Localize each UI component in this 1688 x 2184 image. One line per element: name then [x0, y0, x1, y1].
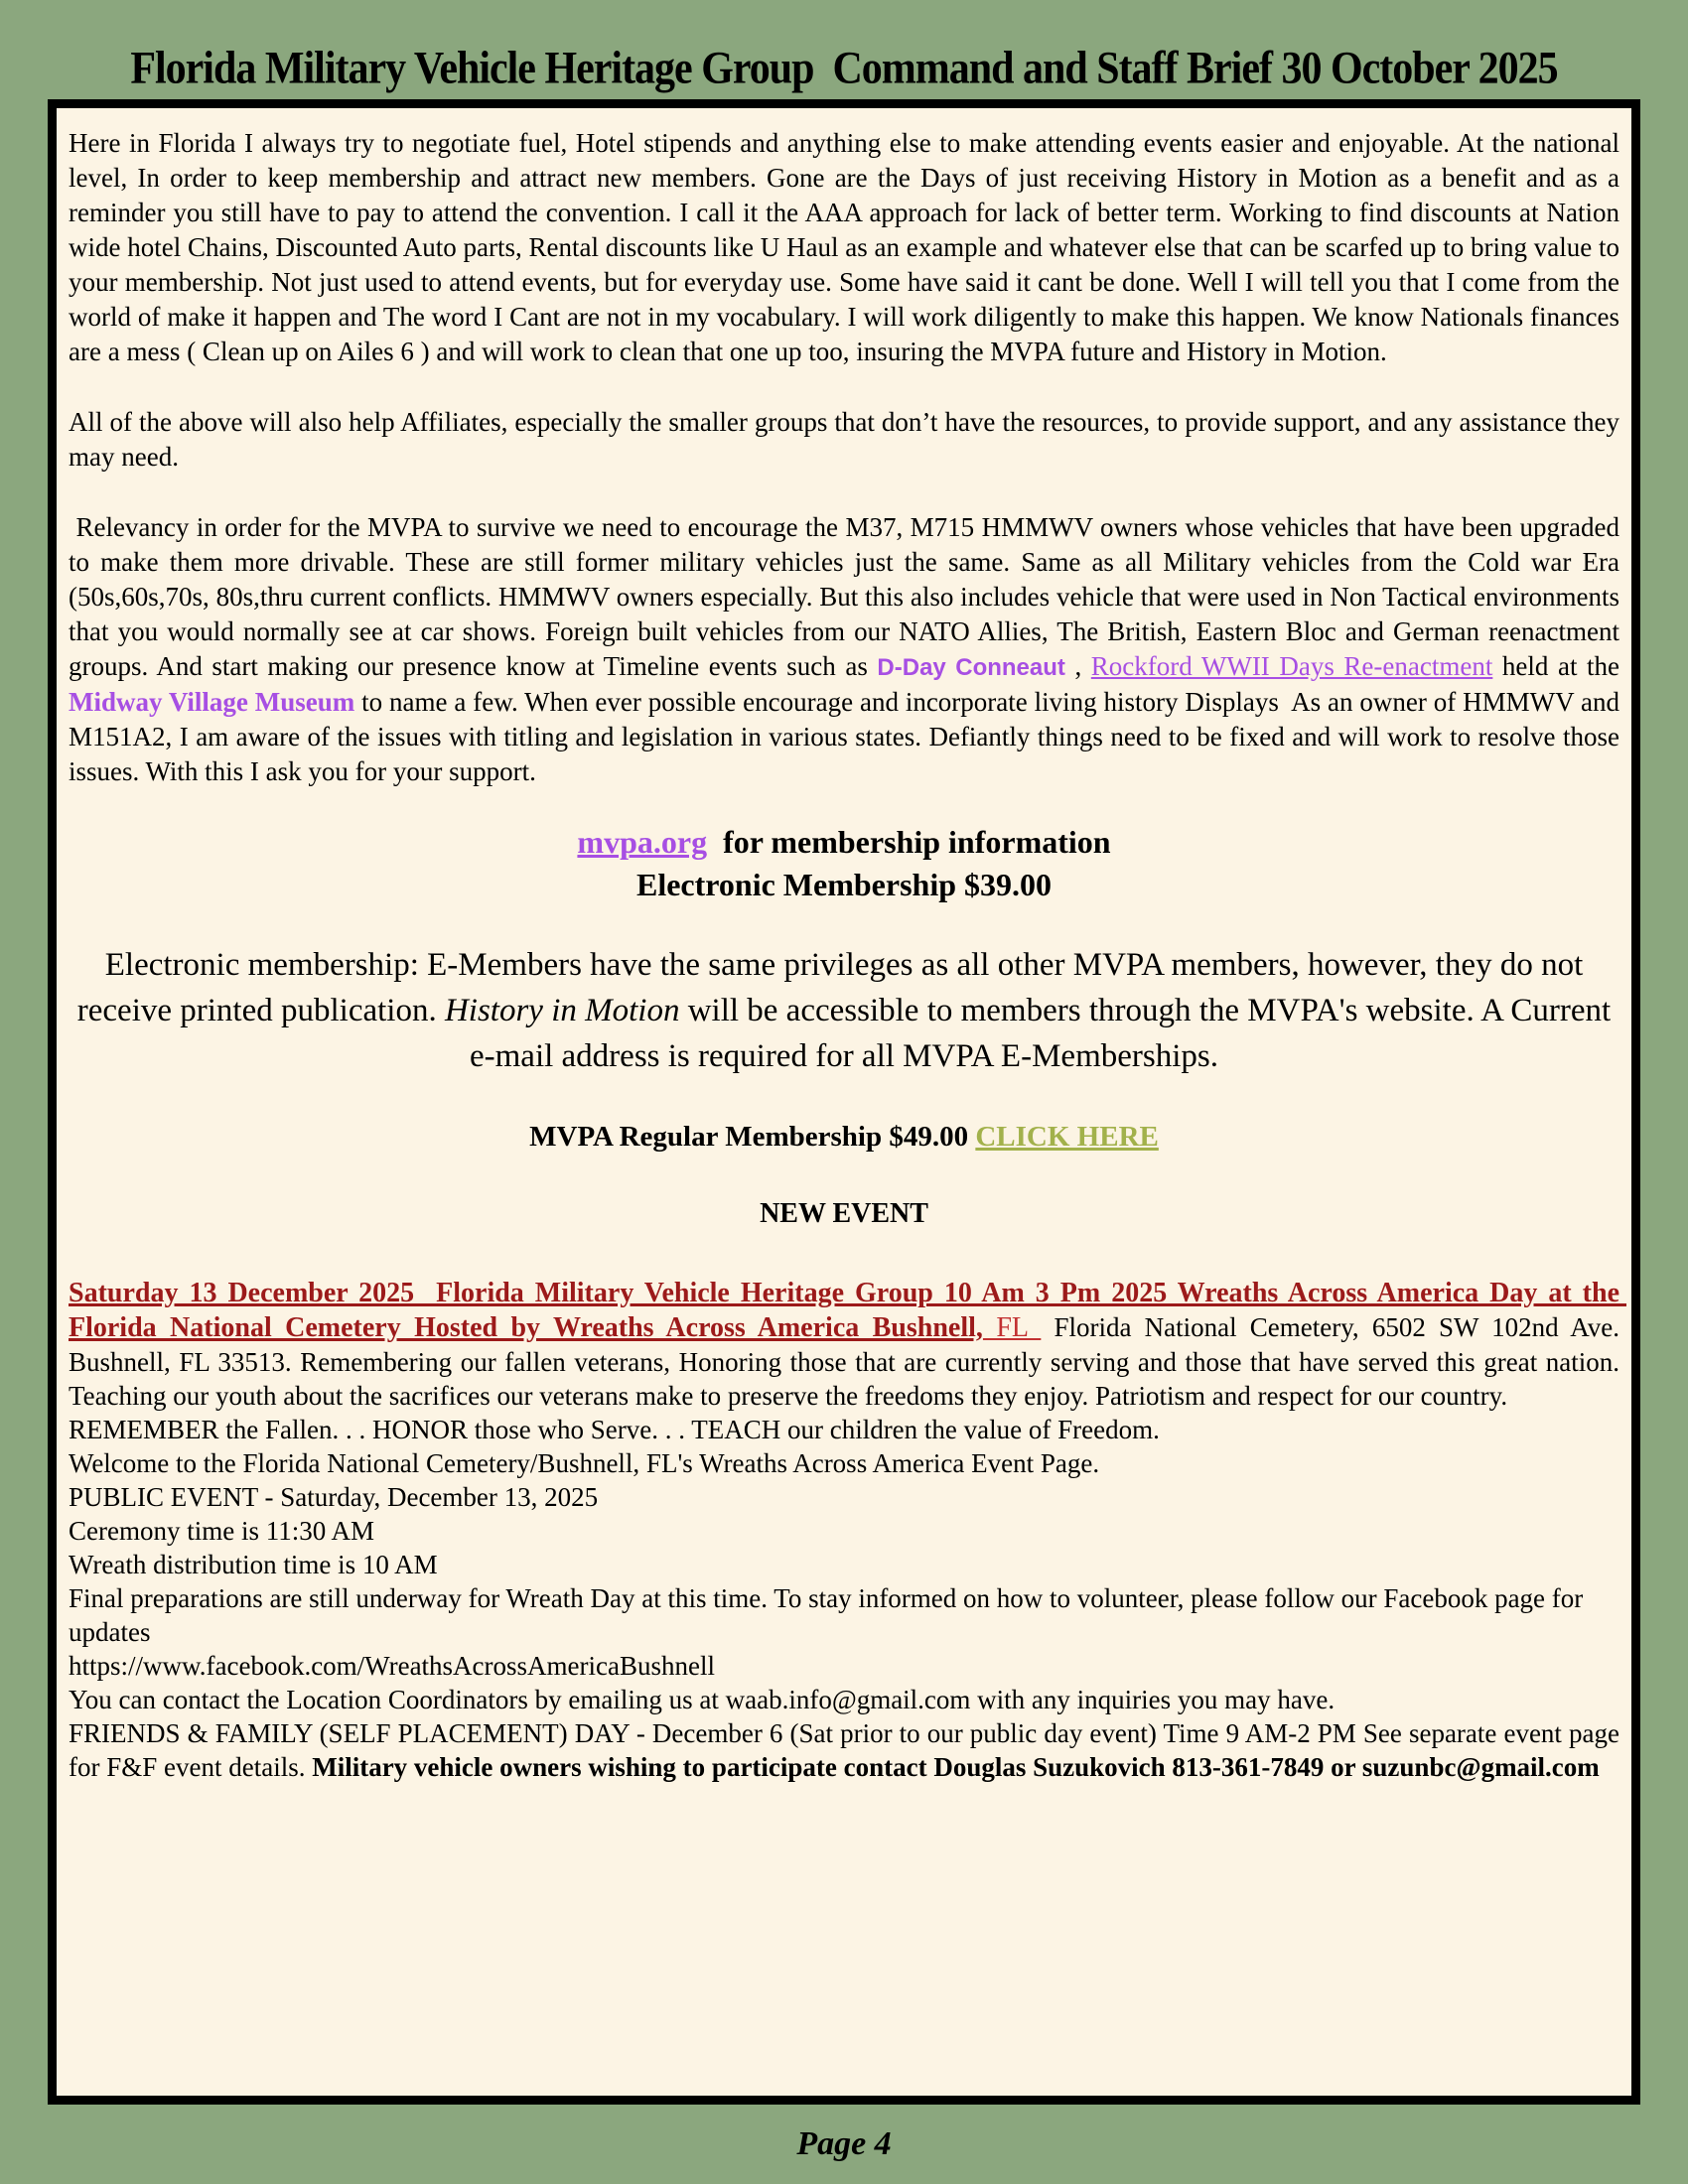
rockford-wwii-days-link[interactable]: Rockford WWII Days Re-enactment [1090, 651, 1493, 681]
page-title: Florida Military Vehicle Heritage Group Command and Staff Brief 30 October 2025 [130, 43, 1558, 94]
event-line-ceremony-time: Ceremony time is 11:30 AM [69, 1516, 374, 1546]
event-line-remember: REMEMBER the Fallen. . . HONOR those who Serve. . . TEACH our children the value of Freedom. [69, 1415, 1160, 1444]
content-box [48, 99, 1640, 2105]
friends-family-contact-bold: Military vehicle owners wishing to participate contact Douglas Suzukovich 813-361-7849 or suzunbc@gmail.com [312, 1752, 1600, 1782]
page-header [0, 0, 1688, 99]
friends-family-text: FRIENDS & FAMILY (SELF PLACEMENT) DAY - December 6 (Sat prior to our public day event) Time 9 AM-2 PM See separate event page for F&F event details. [69, 1718, 1626, 1782]
wreaths-across-america-event-link[interactable]: Saturday 13 December 2025 Florida Military Vehicle Heritage Group 10 Am 3 Pm 2025 Wreaths Across America Day at the Florida National Cemetery Hosted by Wreaths Across America Bushnell, [69, 1278, 1626, 1343]
relevancy-text-mid: held at the [1492, 651, 1626, 681]
event-intro-text: Florida National Cemetery, 6502 SW 102nd Ave. Bushnell, FL 33513. Remembering our fallen veterans, Honoring those that are currently serving and those that have served this great nation. Teaching our youth about the sacrifices our veterans make to preserve the freedoms they enjoy. Patriotism and respect for our country. [69, 1312, 1626, 1411]
event-line-contact: You can contact the Location Coordinators by emailing us at waab.info@gmail.com with any inquiries you may have. [69, 1685, 1336, 1714]
friends-family-paragraph [69, 1716, 1626, 1784]
page-footer [0, 2105, 1688, 2184]
relevancy-text-post: to name a few. When ever possible encourage and incorporate living history Displays As an owner of HMMWV and M151A2, I am aware of the issues with titling and legislation in various states. Defiantly things need to be fixed and will work to resolve those issues. With this I ask you for your support. [69, 687, 1626, 786]
event-line-final-preparations: Final preparations are still underway for Wreath Day at this time. To stay informed on how to volunteer, please follow our Facebook page for updates [69, 1583, 1591, 1647]
mvpa-org-link[interactable]: mvpa.org [577, 824, 708, 860]
relevancy-text-pre: Relevancy in order for the MVPA to survive we need to encourage the M37, M715 HMMWV owners whose vehicles that have been upgraded to make them more drivable. These are still former military vehicles just the same. Same as all Military vehicles from the Cold war Era (50s,60s,70s, 80s,thru current conflicts. HMMWV owners especially. But this also includes vehicle that were used in Non Tactical environments that you would normally see at car shows. Foreign built vehicles from our NATO Allies, The British, Eastern Bloc and German reenactment groups. And start making our presence know at Timeline events such as [69, 512, 1626, 681]
midway-village-museum-link[interactable]: Midway Village Museum [69, 687, 355, 717]
paragraph-e-membership [69, 942, 1619, 1079]
paragraph-intro: Here in Florida I always try to negotiate fuel, Hotel stipends and anything else to make attending events easier and enjoyable. At the national level, In order to keep membership and attract new members. Gone are the Days of just receiving History in Motion as a benefit and as a reminder you still have to pay to attend the convention. I call it the AAA approach for lack of better term. Working to find discounts at Nation wide hotel Chains, Discounted Auto parts, Rental discounts like U Haul as an example and whatever else that can be scarfed up to bring value to your membership. Not just used to attend events, but for everyday use. Some have said it cant be done. Well I will tell you that I come from the world of make it happen and The word I Cant are not in my vocabulary. I will work diligently to make this happen. We know Nationals finances are a mess ( Clean up on Ailes 6 ) and will work to clean that one up too, insuring the MVPA future and History in Motion. [69, 128, 1626, 366]
event-line-wreath-time: Wreath distribution time is 10 AM [69, 1550, 438, 1579]
paragraph-relevancy [69, 510, 1626, 789]
new-event-heading: NEW EVENT [760, 1198, 928, 1229]
membership-info-block [69, 821, 1619, 906]
event-block [69, 1276, 1626, 1784]
history-in-motion-title: History in Motion [444, 993, 680, 1028]
regular-membership-line [69, 1119, 1619, 1155]
relevancy-separator: , [1064, 651, 1091, 681]
regular-membership-label: MVPA Regular Membership $49.00 [529, 1121, 976, 1153]
membership-info-line [69, 821, 1619, 864]
event-line-public-event: PUBLIC EVENT - Saturday, December 13, 2025 [69, 1482, 599, 1512]
paragraph-affiliates: All of the above will also help Affiliates, especially the smaller groups that don’t have the resources, to provide support, and any assistance they may need. [69, 407, 1626, 472]
event-line-welcome: Welcome to the Florida National Cemetery/Bushnell, FL's Wreaths Across America Event Page. [69, 1448, 1100, 1478]
e-membership-text-pre: Electronic membership: E-Members have the same privileges as all other MVPA members, however, they do not receive printed publication. [76, 947, 1592, 1028]
click-here-link[interactable]: CLICK HERE [975, 1121, 1159, 1153]
event-line-facebook-url: https://www.facebook.com/WreathsAcrossAmericaBushnell [69, 1651, 715, 1681]
membership-info-text: for membership information [707, 824, 1111, 860]
electronic-membership-price: Electronic Membership $39.00 [635, 867, 1052, 902]
event-paragraph [69, 1276, 1626, 1413]
event-heading-fl: FL [982, 1312, 1042, 1343]
page-number: Page 4 [796, 2125, 892, 2162]
dday-conneaut-link[interactable]: D-Day Conneaut [877, 654, 1065, 681]
e-membership-text-post: will be accessible to members through the MVPA's website. A Current e-mail address is required for all MVPA E-Memberships. [470, 993, 1619, 1074]
